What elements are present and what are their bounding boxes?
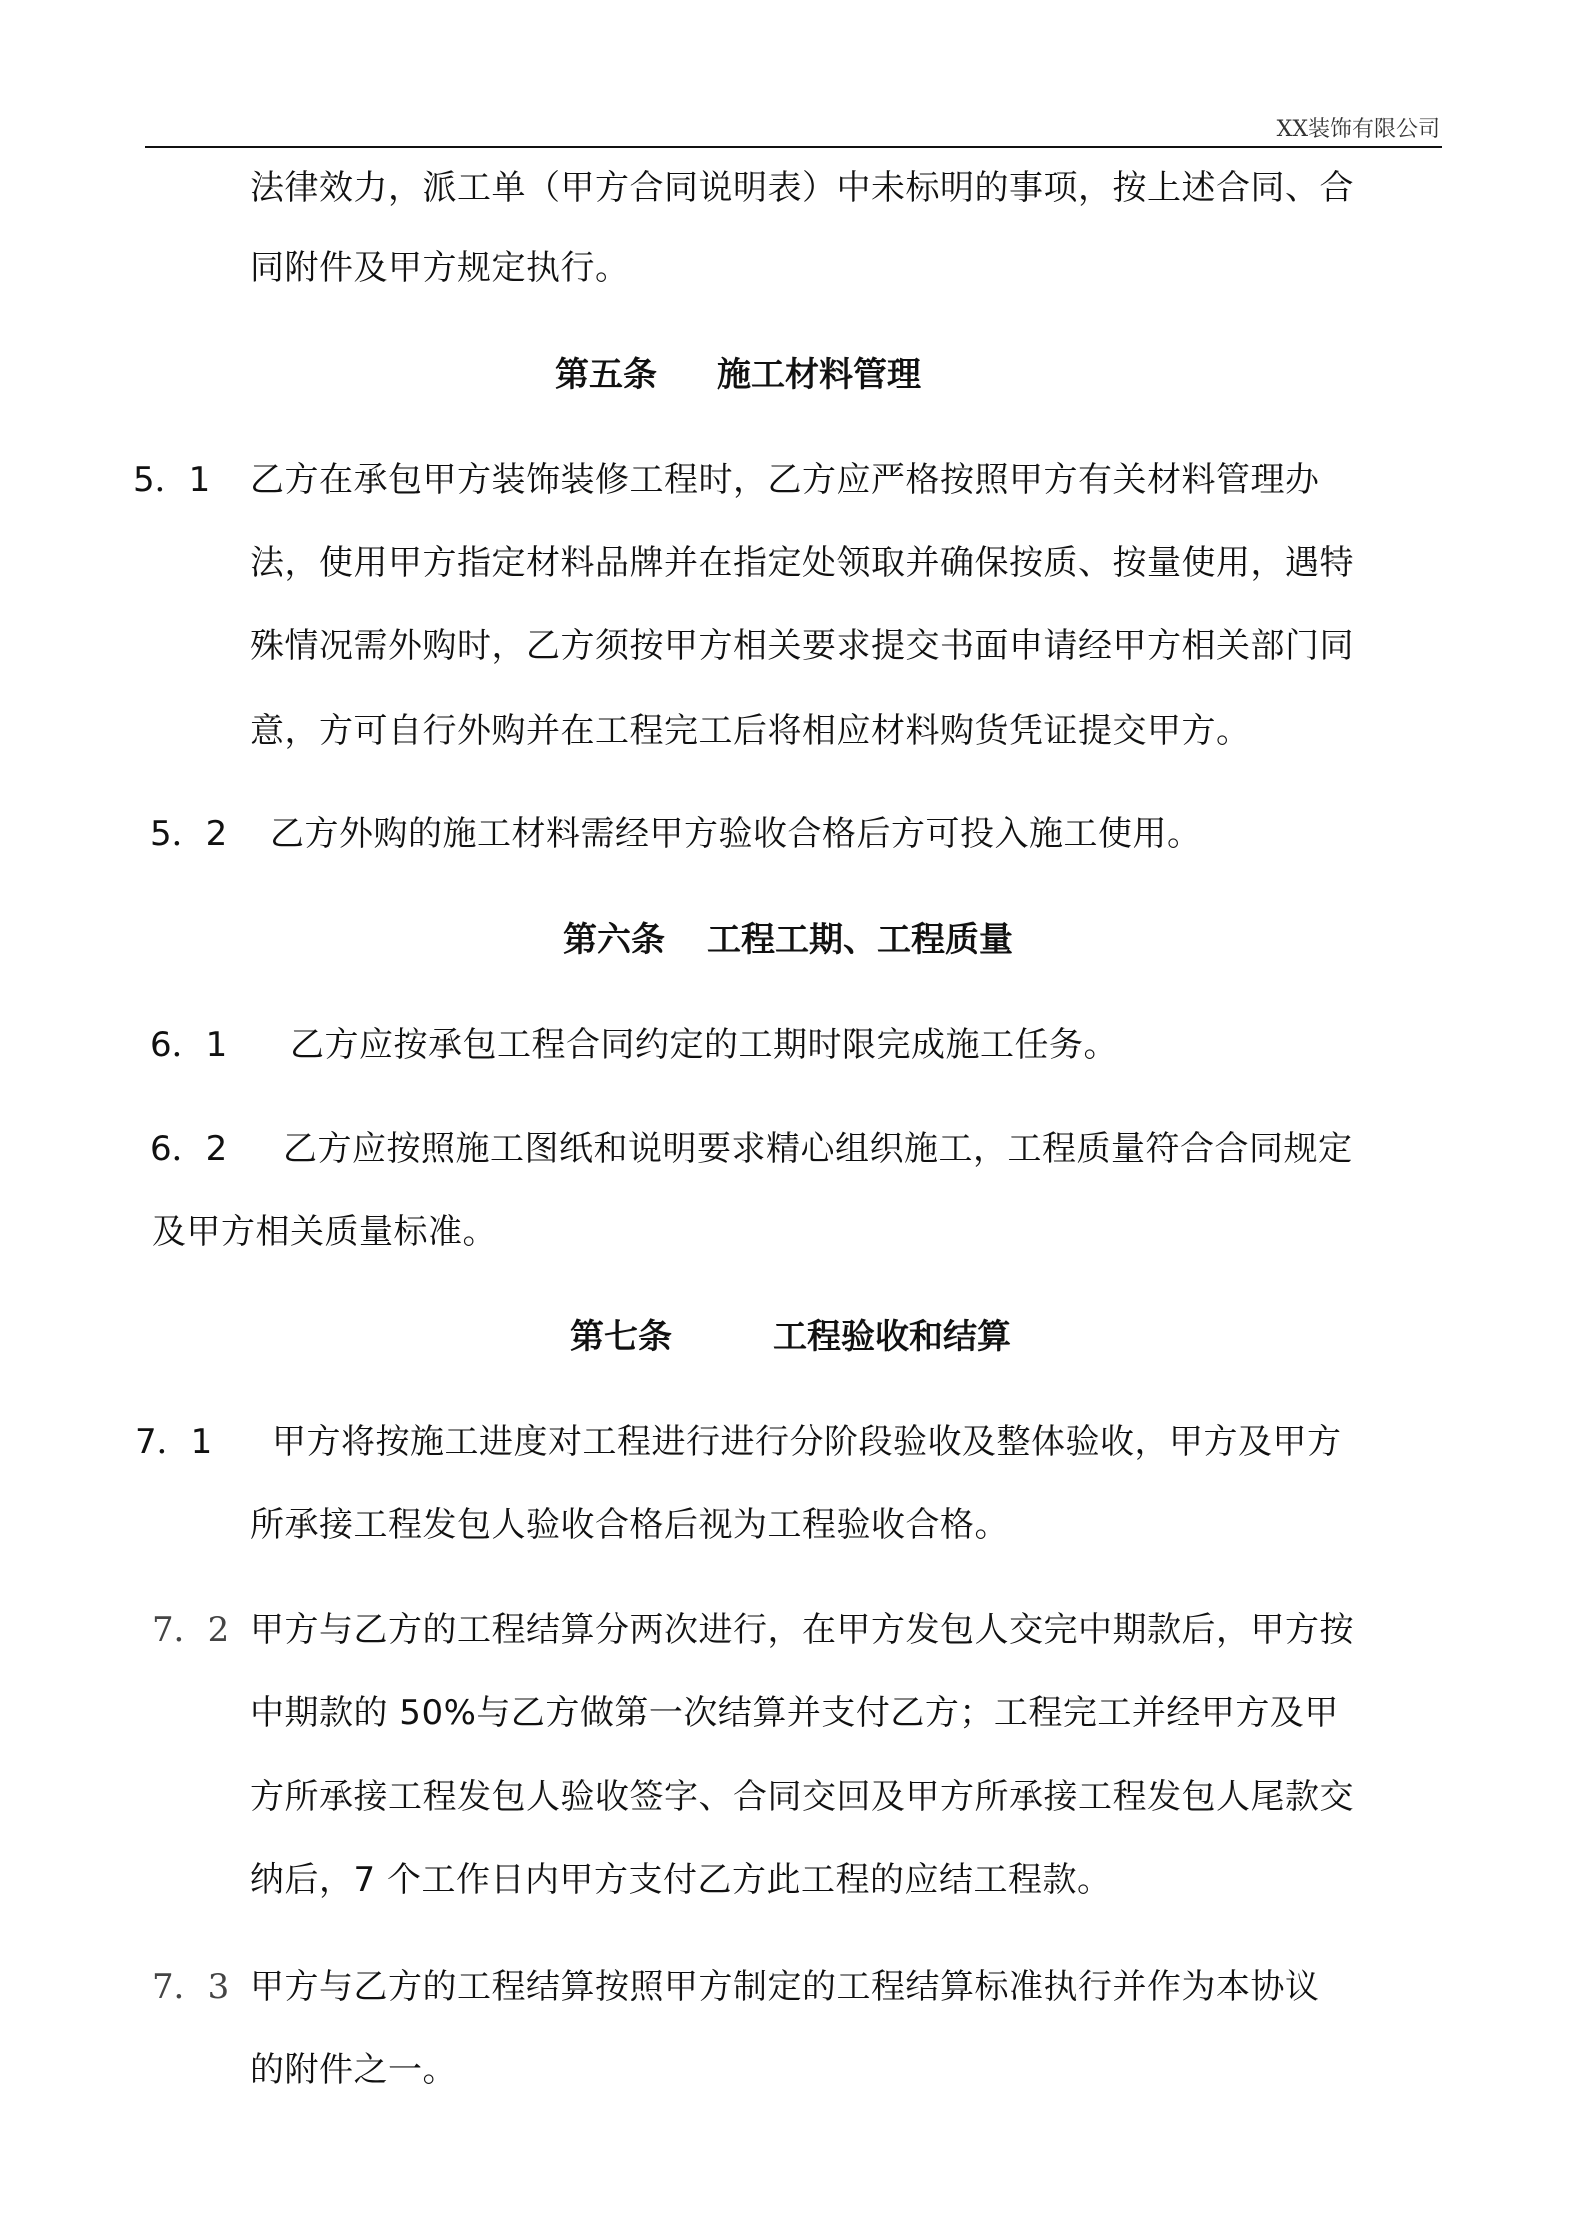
page-header-company: XX装饰有限公司 <box>1276 117 1440 142</box>
intro-line-1: 法律效力，派工单（甲方合同说明表）中未标明的事项，按上述合同、合 <box>250 168 1354 208</box>
clause-7-1-number: 7．1 <box>135 1422 213 1462</box>
clause-5-2-number: 5．2 <box>150 814 228 854</box>
clause-7-2-line: 方所承接工程发包人验收签字、合同交回及甲方所承接工程发包人尾款交 <box>250 1777 1354 1817</box>
clause-5-2-line: 乙方外购的施工材料需经甲方验收合格后方可投入施工使用。 <box>270 814 1202 854</box>
clause-5-1-line: 法，使用甲方指定材料品牌并在指定处领取并确保按质、按量使用，遇特 <box>250 543 1354 583</box>
clause-6-1-line: 乙方应按承包工程合同约定的工期时限完成施工任务。 <box>290 1025 1118 1065</box>
article-5-title: 施工材料管理 <box>717 355 921 395</box>
clause-5-1-line: 殊情况需外购时，乙方须按甲方相关要求提交书面申请经甲方相关部门同 <box>250 626 1354 666</box>
clause-6-2-line: 乙方应按照施工图纸和说明要求精心组织施工，工程质量符合合同规定 <box>283 1129 1353 1169</box>
clause-5-1-number: 5．1 <box>133 460 211 500</box>
clause-7-2-line: 纳后，7 个工作日内甲方支付乙方此工程的应结工程款。 <box>250 1860 1112 1900</box>
article-5-label: 第五条 <box>555 355 657 395</box>
clause-7-3-line: 的附件之一。 <box>250 2050 457 2090</box>
clause-6-2-line: 及甲方相关质量标准。 <box>152 1212 497 1252</box>
clause-7-1-line: 所承接工程发包人验收合格后视为工程验收合格。 <box>250 1505 1009 1545</box>
clause-5-1-line: 意，方可自行外购并在工程完工后将相应材料购货凭证提交甲方。 <box>250 711 1251 751</box>
article-7-title: 工程验收和结算 <box>773 1317 1011 1357</box>
clause-7-3-line: 甲方与乙方的工程结算按照甲方制定的工程结算标准执行并作为本协议 <box>250 1967 1320 2007</box>
clause-5-1-line: 乙方在承包甲方装饰装修工程时，乙方应严格按照甲方有关材料管理办 <box>250 460 1320 500</box>
article-6-title: 工程工期、工程质量 <box>707 920 1013 960</box>
intro-line-2: 同附件及甲方规定执行。 <box>250 248 630 288</box>
clause-7-2-line: 中期款的 50%与乙方做第一次结算并支付乙方；工程完工并经甲方及甲 <box>250 1693 1339 1733</box>
clause-7-2-number: 7．2 <box>152 1610 230 1650</box>
article-7-label: 第七条 <box>570 1317 672 1357</box>
article-6-label: 第六条 <box>563 920 665 960</box>
clause-6-1-number: 6．1 <box>150 1025 228 1065</box>
header-rule <box>145 146 1442 148</box>
clause-6-2-number: 6．2 <box>150 1129 228 1169</box>
clause-7-2-line: 甲方与乙方的工程结算分两次进行，在甲方发包人交完中期款后，甲方按 <box>250 1610 1354 1650</box>
clause-7-3-number: 7．3 <box>152 1967 230 2007</box>
clause-7-1-line: 甲方将按施工进度对工程进行进行分阶段验收及整体验收，甲方及甲方 <box>272 1422 1342 1462</box>
